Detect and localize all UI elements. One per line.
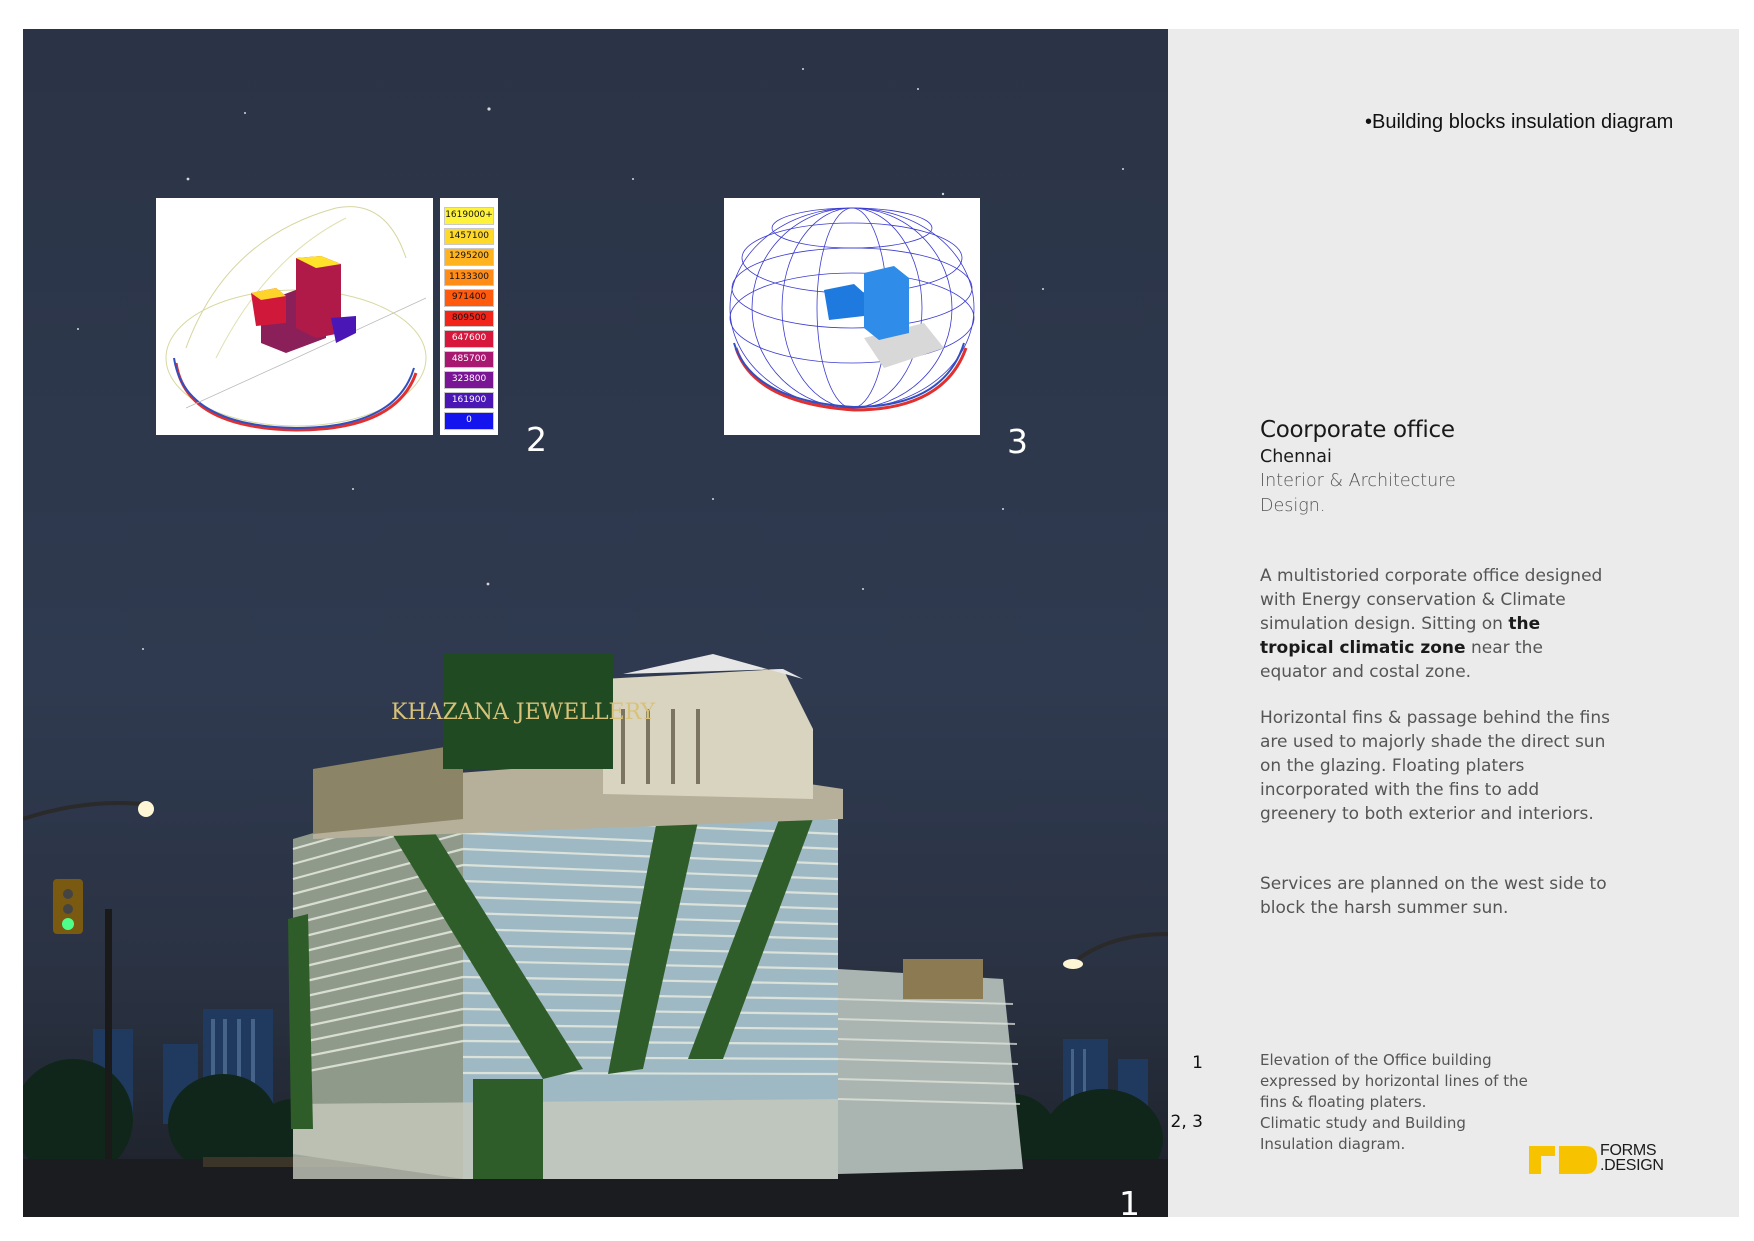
legend-cell: 161900 [444,392,494,410]
figure-number-3: 3 [1007,422,1028,461]
logo-line-2: .DESIGN [1600,1157,1664,1174]
legend-cell: 1619000+ [444,207,494,225]
sun-path-dome-diagram [724,198,980,435]
logo-line-1: FORMS [1600,1142,1657,1159]
para-1-text-start: A multistoried corporate office designed with Energy conservation & Climate simulation design. Sitting on [1260,566,1603,634]
project-type: Interior & Architecture Design. [1260,471,1456,516]
radiation-legend [440,198,498,435]
legend-cell: 1133300 [444,269,494,287]
para-1-text-end: near the equator and costal zone. [1260,638,1543,682]
description-paragraph-2: Horizontal fins & passage behind the fins are used to majorly shade the direct sun on the glazing. Floating platers incorporated with the fins to add greenery to both exterior and interiors. [1260,708,1610,824]
project-title: Coorporate office [1260,417,1455,443]
rooftop-pavilion [603,669,813,799]
legend-cell: 647600 [444,330,494,348]
section-heading: •Building blocks insulation diagram [1365,111,1674,133]
info-panel [1168,29,1739,1217]
legend-cell: 323800 [444,371,494,389]
legend-cell: 485700 [444,351,494,369]
description-paragraph-1 [1260,564,1610,684]
legend-cell: 0 [444,412,494,430]
insolation-diagram [156,198,433,435]
logo-mark-icon [1529,1146,1597,1174]
sun-path-dome-illustration [724,198,980,435]
caption-number-2-3: 2, 3 [1170,1112,1203,1132]
legend-cell: 1457100 [444,228,494,246]
caption-text-2-3: Climatic study and Building Insulation diagram. [1260,1114,1466,1153]
caption-text-1: Elevation of the Office building expressed by horizontal lines of the fins & floating platers. [1260,1051,1528,1111]
forms-design-logo [1529,1143,1679,1179]
legend-cell: 1295200 [444,248,494,266]
building-sign-text: KHAZANA JEWELLERY [390,700,656,725]
description-paragraph-3: Services are planned on the west side to block the harsh summer sun. [1260,874,1607,918]
caption-number-1: 1 [1192,1053,1203,1073]
para-1-emphasis: the tropical climatic zone [1260,614,1541,658]
figure-number-2: 2 [526,420,547,459]
logo-wordmark [1600,1143,1680,1173]
legend-cell: 809500 [444,310,494,328]
sun-path-radiation-illustration [156,198,433,435]
figure-number-1: 1 [1119,1184,1140,1217]
project-location: Chennai [1260,447,1332,467]
legend-cell: 971400 [444,289,494,307]
building-render [23,29,1168,1217]
